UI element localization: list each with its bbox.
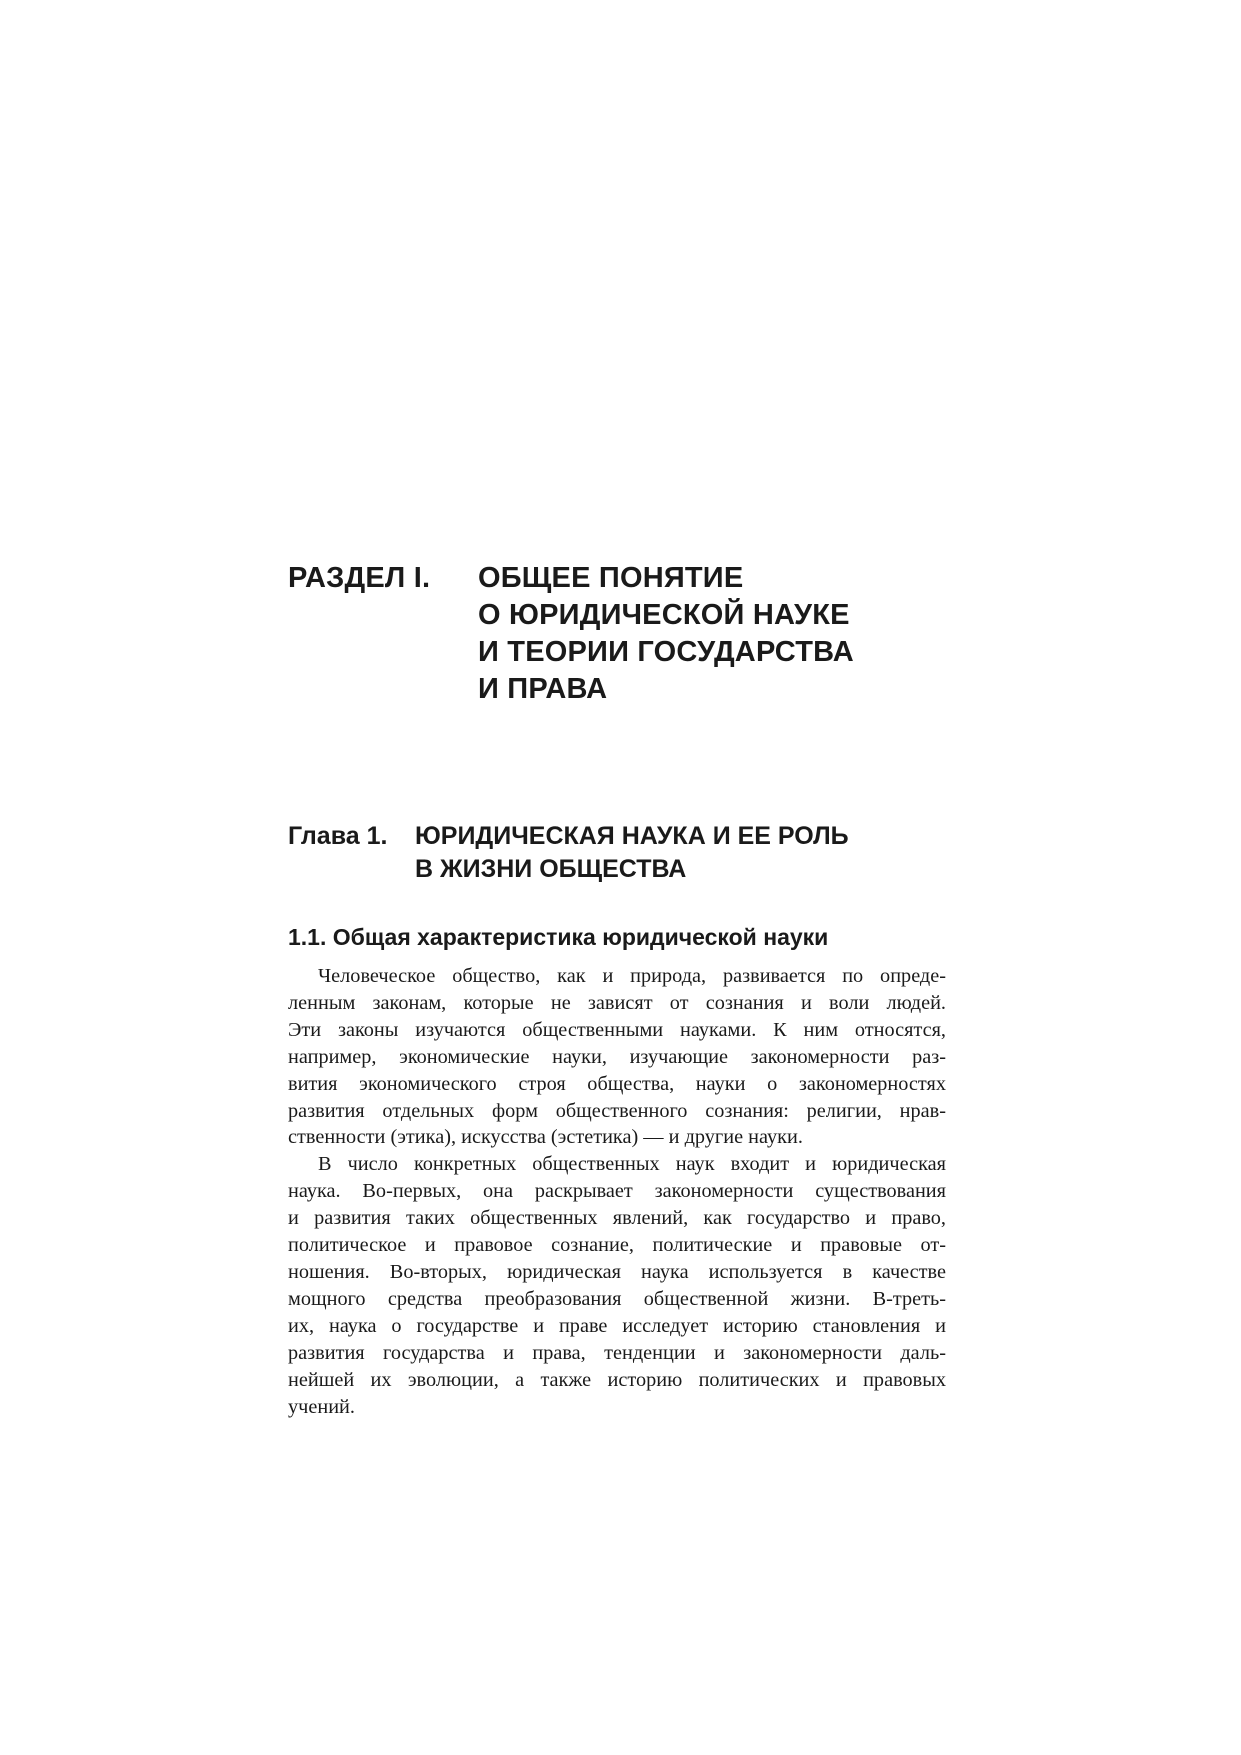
paragraph [288, 963, 946, 1151]
section-heading [288, 560, 988, 708]
text-line: В число конкретных общественных наук входит и юридическая [318, 1153, 946, 1176]
text-line: развития отдельных форм общественного сознания: религии, нрав- [288, 1099, 946, 1122]
text-line: мощного средства преобразования общественной жизни. В-треть- [288, 1287, 946, 1310]
text-line: ленным законам, которые не зависят от сознания и воли людей. [288, 991, 946, 1014]
text-line: политическое и правовое сознание, политические и правовые от- [288, 1234, 946, 1257]
text-line: их, наука о государстве и праве исследует историю становления и [288, 1314, 946, 1337]
text-line: нейшей их эволюции, а также историю политических и правовых [288, 1368, 946, 1391]
text-line: ственности (этика), искусства (эстетика) — и другие науки. [288, 1126, 803, 1149]
text-line: наука. Во-первых, она раскрывает закономерности существования [288, 1180, 946, 1203]
section-title-line: ОБЩЕЕ ПОНЯТИЕ [478, 562, 744, 594]
paragraph [288, 1151, 946, 1420]
section-title-line: О ЮРИДИЧЕСКОЙ НАУКЕ [478, 599, 850, 631]
body-text [288, 963, 946, 1420]
section-title-line: И ПРАВА [478, 673, 608, 705]
text-line: учений. [288, 1395, 355, 1418]
chapter-heading [288, 820, 988, 886]
section-title [478, 560, 988, 708]
text-line: например, экономические науки, изучающие закономерности раз- [288, 1045, 946, 1068]
text-line: развития государства и права, тенденции и закономерности даль- [288, 1341, 946, 1364]
chapter-title-line: В ЖИЗНИ ОБЩЕСТВА [415, 855, 687, 883]
chapter-title [415, 820, 849, 886]
text-line: вития экономического строя общества, науки о закономерностях [288, 1072, 946, 1095]
chapter-title-line: ЮРИДИЧЕСКАЯ НАУКА И ЕЕ РОЛЬ [415, 822, 849, 850]
text-line: и развития таких общественных явлений, как государство и право, [288, 1207, 946, 1230]
section-label: РАЗДЕЛ I. [288, 562, 431, 594]
subsection-heading: 1.1. Общая характеристика юридической науки [288, 924, 829, 950]
chapter-label: Глава 1. [288, 822, 388, 850]
text-line: Человеческое общество, как и природа, развивается по опреде- [318, 965, 946, 987]
text-line: Эти законы изучаются общественными науками. К ним относятся, [288, 1018, 946, 1041]
text-line: ношения. Во-вторых, юридическая наука используется в качестве [288, 1260, 946, 1283]
section-title-line: И ТЕОРИИ ГОСУДАРСТВА [478, 636, 854, 668]
